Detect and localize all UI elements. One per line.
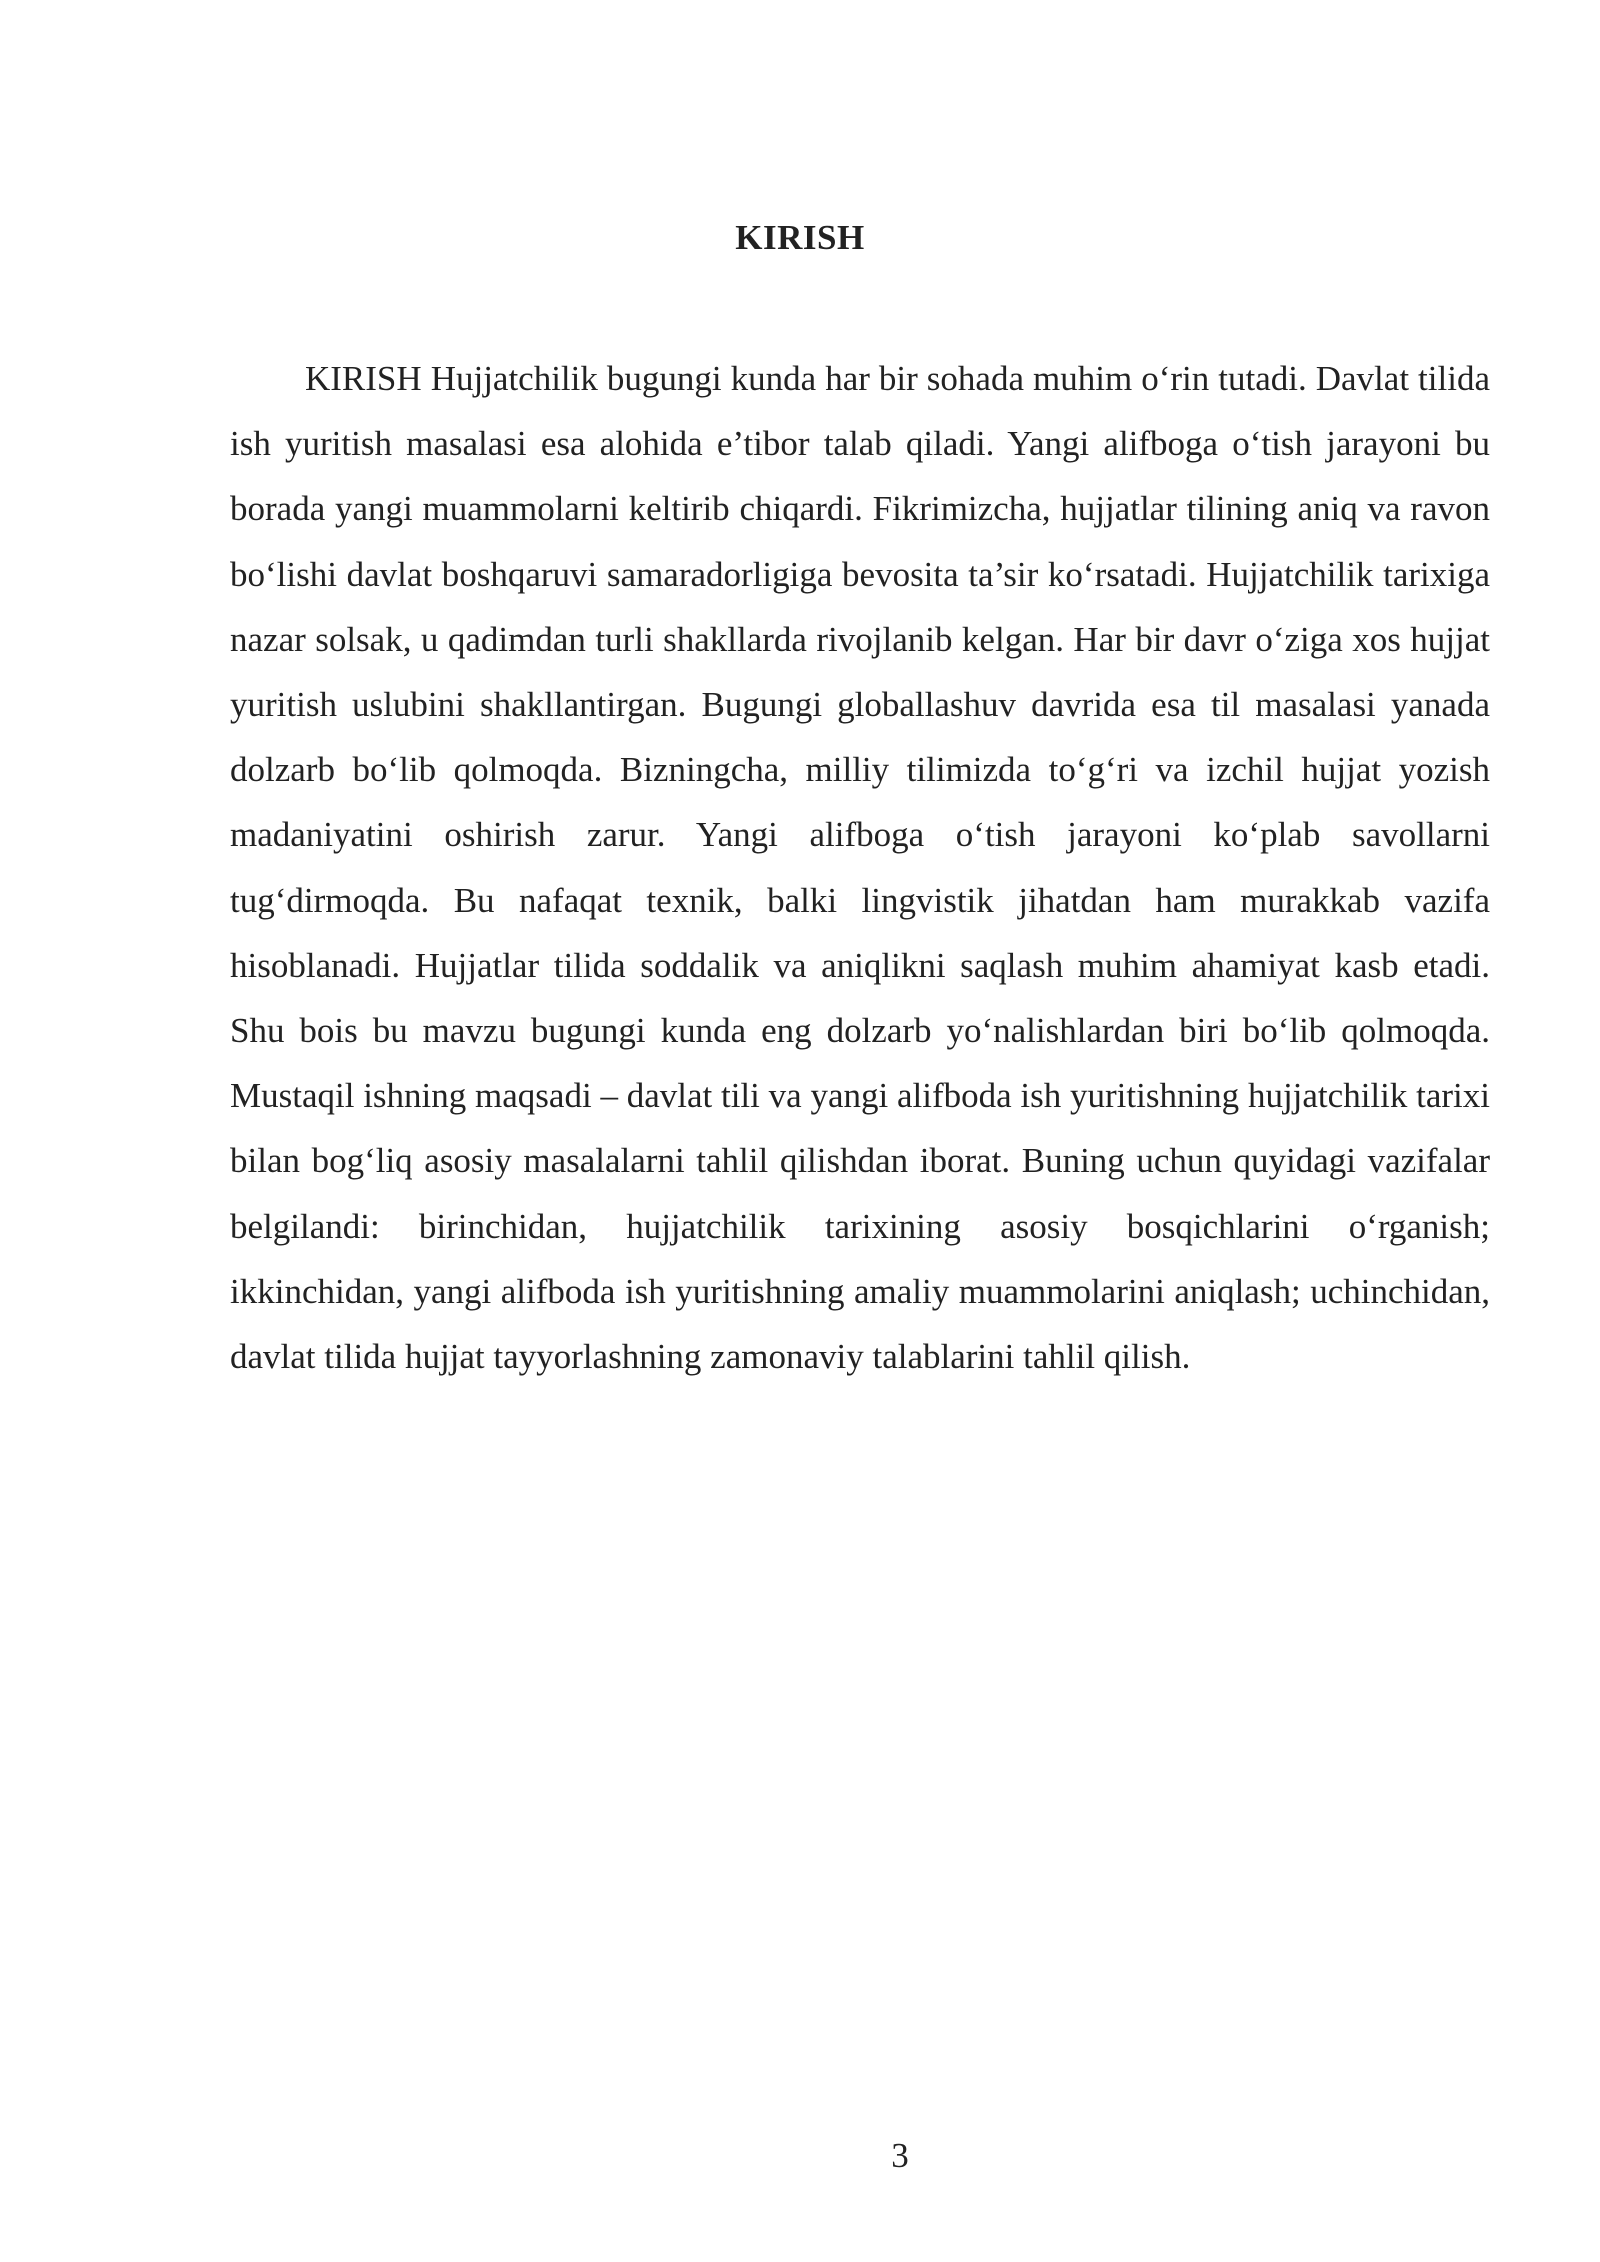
body-paragraph: KIRISH Hujjatchilik bugungi kunda har bir sohada muhim o‘rin tutadi. Davlat tilida ish yuritish masalasi esa alohida e’tibor talab qiladi. Yangi alifboga o‘tish jarayoni bu borada yangi muammolarni keltirib chiqardi. Fikrimizcha, hujjatlar tilining aniq va ravon bo‘lishi davlat boshqaruvi samaradorligiga bevosita ta’sir ko‘rsatadi. Hujjatchilik tarixiga nazar solsak, u qadimdan turli shakllarda rivojlanib kelgan. Har bir davr o‘ziga xos hujjat yuritish uslubini shakllantirgan. Bugungi globallashuv davrida esa til masalasi yanada dolzarb bo‘lib qolmoqda. Bizningcha, milliy tilimizda to‘g‘ri va izchil hujjat yozish madaniyatini oshirish zarur. Yangi alifboga o‘tish jarayoni ko‘plab savollarni tug‘dirmoqda. Bu nafaqat texnik, balki lingvistik jihatdan ham murakkab vazifa hisoblanadi. Hujjatlar tilida soddalik va aniqlikni saqlash muhim ahamiyat kasb etadi. Shu bois bu mavzu bugungi kunda eng dolzarb yo‘nalishlardan biri bo‘lib qolmoqda. Mustaqil ishning maqsadi – davlat tili va yangi alifboda ish yuritishning hujjatchilik tarixi bilan bog‘liq asosiy masalalarni tahlil qilishdan iborat. Buning uchun quyidagi vazifalar belgilandi: birinchidan, hujjatchilik tarixining asosiy bosqichlarini o‘rganish; ikkinchidan, yangi alifboda ish yuritishning amaliy muammolarini aniqlash; uchinchidan, davlat tilida hujjat tayyorlashning zamonaviy talablarini tahlil qilish. xyxy=(230,359,1490,1377)
section-title: KIRISH xyxy=(735,218,865,257)
page-number: 3 xyxy=(891,2136,909,2175)
